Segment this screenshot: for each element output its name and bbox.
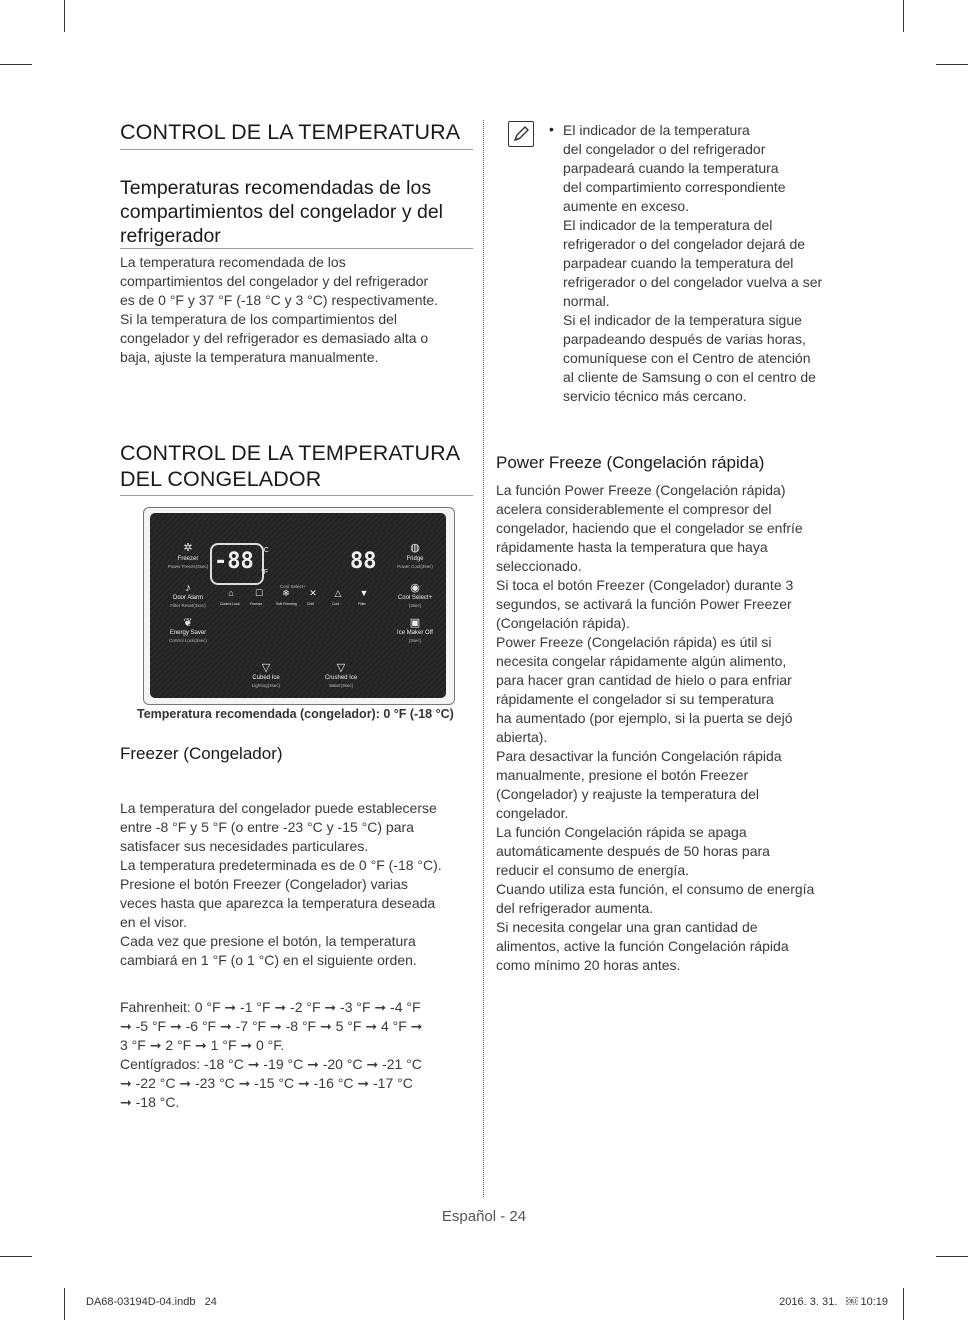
snowflake-icon: ✲ xyxy=(183,542,193,554)
energy-saver-button[interactable]: Energy Saver Control Lock(3sec) xyxy=(169,630,207,643)
ice-maker-button[interactable]: Ice Maker Off (3sec) xyxy=(397,630,433,643)
mode-label: Cool xyxy=(332,602,340,606)
crushed-ice-icon: ▽ xyxy=(336,662,346,674)
title-rule xyxy=(120,149,473,150)
cool-select-button[interactable]: Cool Select+ (3sec) xyxy=(397,595,433,608)
fridge-icon: ◍ xyxy=(410,542,420,554)
chill-icon: ✕ xyxy=(309,588,317,598)
cool-select-bar: Cool Select+ xyxy=(280,584,306,589)
section-title: CONTROL DE LA TEMPERATURA xyxy=(120,120,461,144)
fridge-display: 88 xyxy=(350,549,377,574)
note-body: El indicador de la temperatura del congelador o del refrigerador parpadeará cuando la temperatura del compartimiento correspondiente aumente en exceso. El indicador de la temperatura del refrigerador o del congelador dejará de parpadear cuando la temperatura del refrigerador o del congelador vuelva a ser normal. Si el indicador de la temperatura sigue parpadeando después de varias horas, comuníquese con el Centro de atención al cliente de Samsung o con el centro de servicio técnico más cercano. xyxy=(563,122,823,404)
crop-mark xyxy=(0,64,32,65)
page-number: Español - 24 xyxy=(441,1208,527,1225)
door-alarm-button[interactable]: Door Alarm Filter Reset(3sec) xyxy=(170,595,206,608)
crop-mark xyxy=(936,1256,968,1257)
fahrenheit-unit: °F xyxy=(261,569,269,576)
freezer-mode-icon: ☐ xyxy=(254,588,264,598)
leaf-icon: ❦ xyxy=(183,617,193,629)
lock-icon: ⌂ xyxy=(228,588,234,598)
crop-mark xyxy=(936,64,968,65)
power-freeze-body: La función Power Freeze (Congelación rápida) acelera considerablemente el compresor del congelador, haciendo que el congelador se enfríe rápidamente hasta la temperatura que haya seleccionado. Si toca el botón Freezer (Congelador) durante 3 segundos, se activará la función Power Freezer (Congelación rápida). Power Freeze (Congelación rápida) es útil si necesita congelar rápidamente algún alimento, para hacer gran cantidad de hielo o para enfriar rápidamente el congelador si su temperatura ha aumentado (por ejemplo, si la puerta se dejó abierta). Para desactivar la función Congelación rápida manualmente, presione el botón Freezer (Congelador) y reajuste la temperatura del congelador. La función Congelación rápida se apaga automáticamente después de 50 horas para reducir el consumo de energía. Cuando utiliza esta función, el consumo de energía del refrigerador aumenta. Si necesita congelar una gran cantidad de alimentos, active la función Congelación rápida como mínimo 20 horas antes. xyxy=(496,482,815,973)
crushed-ice-button[interactable]: Crushed Ice Water(3sec) xyxy=(324,675,358,688)
freezer-control-title: CONTROL DE LA TEMPERATURA DEL CONGELADOR xyxy=(120,441,461,491)
fridge-button[interactable]: Fridge Power Cool(3sec) xyxy=(397,556,433,569)
note-icon xyxy=(508,121,534,147)
recommended-heading: Temperaturas recomendadas de los compartimientos del congelador y del refrigerador xyxy=(120,177,444,247)
cubed-ice-button[interactable]: Cubed Ice Lighting(3sec) xyxy=(251,675,281,688)
file-name: DA68-03194D-04.indb 24 xyxy=(86,1296,217,1308)
crop-mark xyxy=(0,1256,32,1257)
mode-label: Chill xyxy=(307,602,314,606)
cool-icon: △ xyxy=(334,588,342,598)
mode-label: Freezer xyxy=(250,602,263,606)
soft-freeze-icon: ❄ xyxy=(282,588,290,598)
control-panel-image xyxy=(143,507,455,705)
freezer-body: La temperatura del congelador puede establecerse entre -8 °F y 5 °F (o entre -23 °C y -15 °C) para satisfacer sus necesidades particulares. La temperatura predeterminada es de 0 °F (-18 °C). Presione el botón Freezer (Congelador) varias veces hasta que aparezca la temperatura deseada en el visor. Cada vez que presione el botón, la temperatura cambiará en 1 °F (o 1 °C) en el siguiente orden. xyxy=(120,800,442,968)
temperature-sequence: Fahrenheit: 0 °F ➞ -1 °F ➞ -2 °F ➞ -3 °F ➞ -4 °F ➞ -5 °F ➞ -6 °F ➞ -7 °F ➞ -8 °F ➞ 5 °F ➞ 4 °F ➞ 3 °F ➞ 2 °F ➞ 1 °F ➞ 0 °F. Centígrados: -18 °C ➞ -19 °C ➞ -20 °C ➞ -21 °C ➞ -22 °C ➞ -23 °C ➞ -15 °C ➞ -16 °C ➞ -17 °C ➞ -18 °C. xyxy=(120,999,423,1110)
crop-mark xyxy=(903,1288,904,1320)
recommended-body: La temperatura recomendada de los compartimientos del congelador y del refrigerador es de 0 °F y 37 °F (-18 °C y 3 °C) respectivamente. Si la temperatura de los compartimientos del congelador y del refrigerador es demasiado alta o baja, ajuste la temperatura manualmente. xyxy=(120,254,439,365)
celsius-unit: °C xyxy=(261,547,269,554)
mode-label: Control Lock xyxy=(220,602,240,606)
pencil-icon xyxy=(509,122,533,146)
print-date: 2016. 3. 31. ￼ 10:19 xyxy=(779,1296,888,1308)
mode-label: Soft Freezing xyxy=(276,602,297,606)
crop-mark xyxy=(64,0,65,32)
filter-icon: ▼ xyxy=(359,588,369,598)
bullet: • xyxy=(549,121,554,137)
cubed-ice-icon: ▽ xyxy=(261,662,271,674)
title-rule xyxy=(120,495,473,496)
freezer-button[interactable]: Freezer Power Freeze(3sec) xyxy=(167,556,209,569)
ice-maker-icon: ▣ xyxy=(409,617,421,629)
speaker-icon: ♪ xyxy=(185,582,191,594)
cool-select-icon: ◉ xyxy=(410,582,420,594)
figure-caption: Temperatura recomendada (congelador): 0 °F (-18 °C) xyxy=(137,707,454,721)
mode-label: Filter xyxy=(358,602,366,606)
power-freeze-heading: Power Freeze (Congelación rápida) xyxy=(496,453,765,472)
control-panel-display xyxy=(150,513,446,698)
column-divider xyxy=(483,120,484,1197)
freezer-display: -88 xyxy=(214,549,254,574)
freezer-heading: Freezer (Congelador) xyxy=(120,744,283,763)
crop-mark xyxy=(903,0,904,32)
heading-rule xyxy=(120,248,473,249)
crop-mark xyxy=(64,1288,65,1320)
